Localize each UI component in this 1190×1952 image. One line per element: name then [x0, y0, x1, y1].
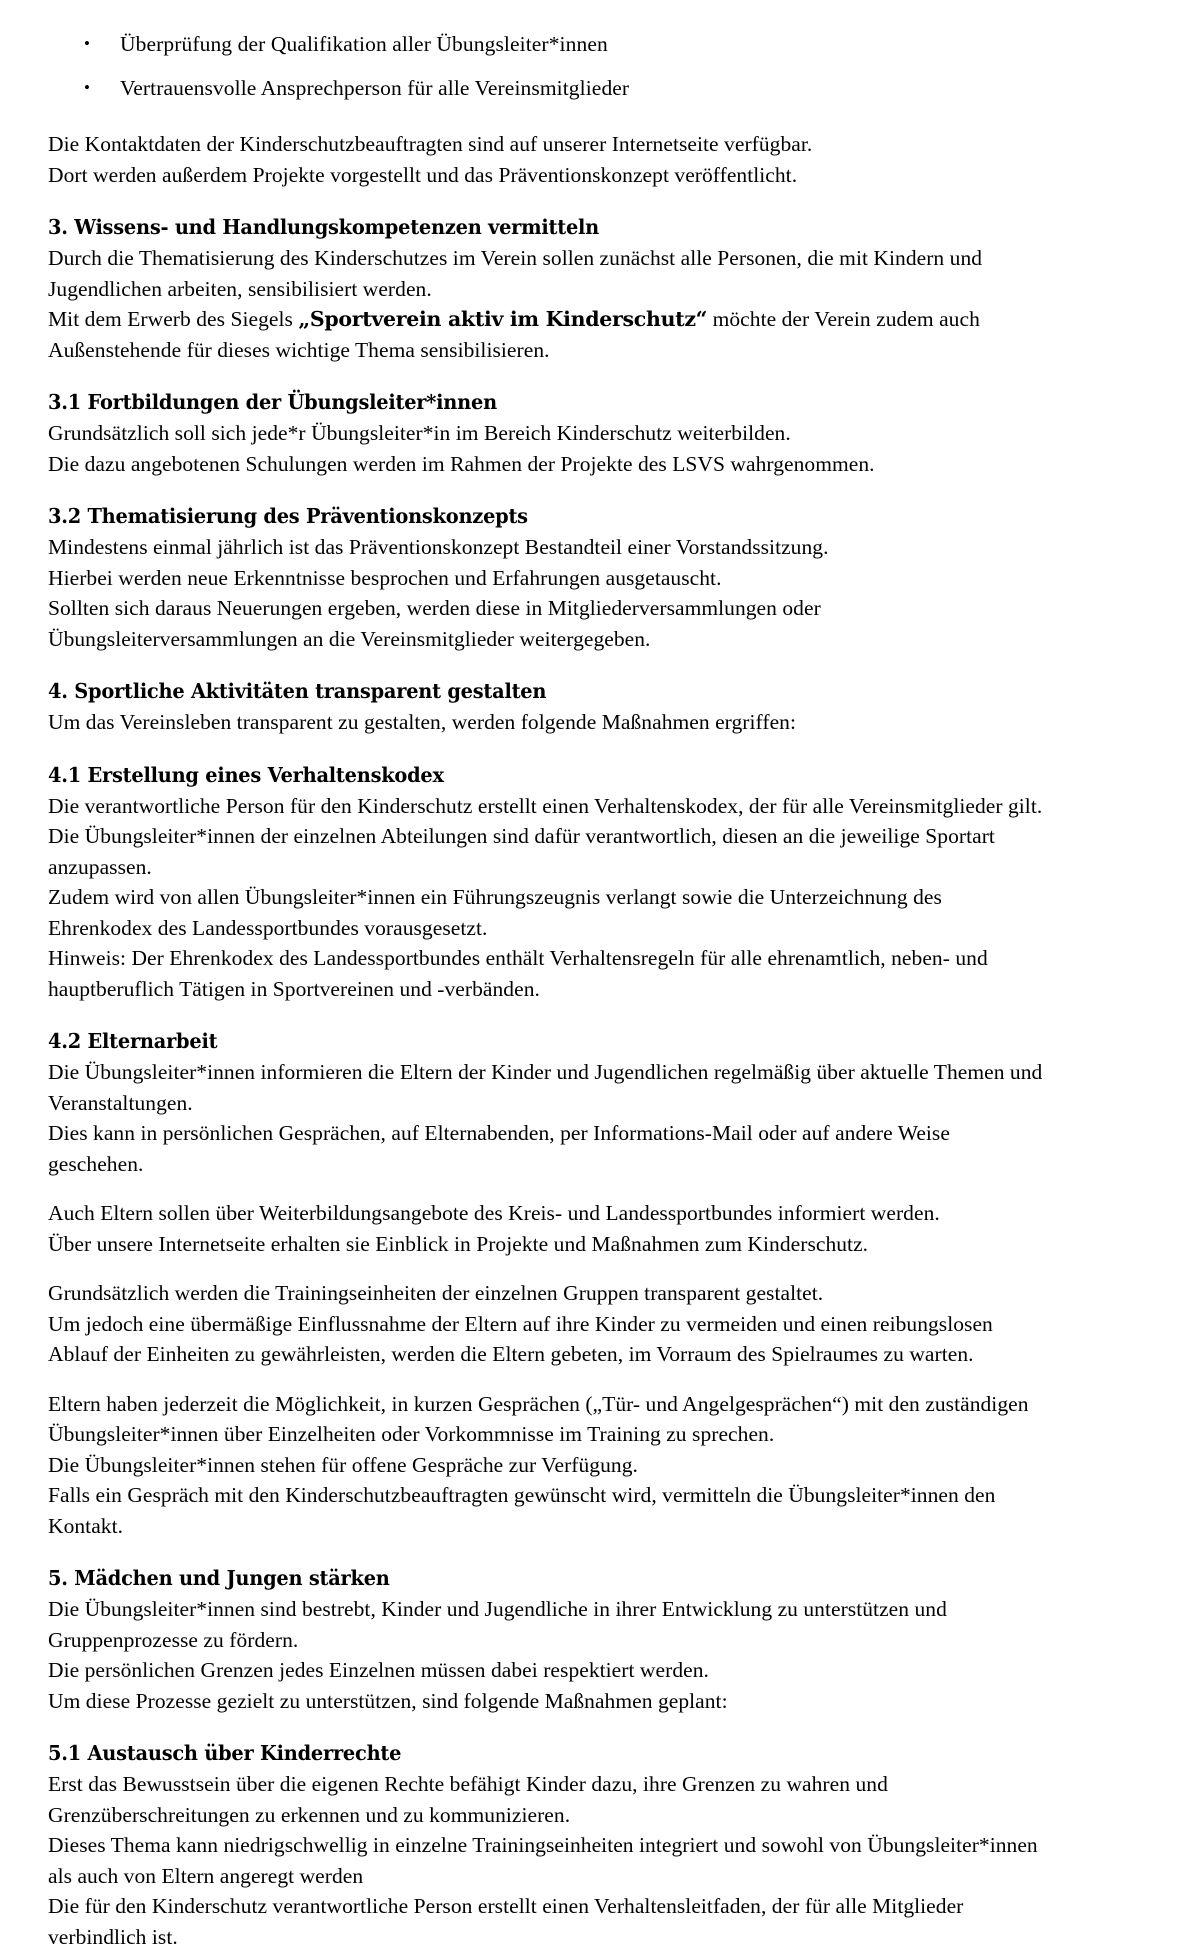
section-4-1-paragraph-4: Hinweis: Der Ehrenkodex des Landessportbundes enthält Verhaltensregeln für alle ehrenamtlich, neben- und hauptberuflich Tätigen in Sportvereinen und -verbänden. — [48, 946, 988, 1001]
section-3-2-paragraph-1: Mindestens einmal jährlich ist das Präventionskonzept Bestandteil einer Vorstandssitzung. — [48, 535, 829, 559]
bullet-icon: • — [84, 34, 91, 53]
section-3-1-paragraph-2: Die dazu angebotenen Schulungen werden im Rahmen der Projekte des LSVS wahrgenommen. — [48, 451, 875, 476]
section-heading-4: 4. Sportliche Aktivitäten transparent gestalten — [48, 679, 547, 703]
section-4-2-g3-line-2: Um jedoch eine übermäßige Einflussnahme der Eltern auf ihre Kinder zu vermeiden und einen reibungslosen Ablauf der Einheiten zu gewährleisten, werden die Eltern gebeten, im Vorraum des Spielraumes zu warten. — [48, 1311, 993, 1366]
list-item — [48, 66, 1050, 110]
section-5-1-paragraph-2: Dieses Thema kann niedrigschwellig in einzelne Trainingseinheiten integriert und sowohl von Übungsleiter*innen als auch von Eltern angeregt werden — [48, 1833, 1038, 1888]
section-5-paragraph-3: Um diese Prozesse gezielt zu unterstützen, sind folgende Maßnahmen geplant: — [48, 1688, 728, 1713]
list-item-label: Überprüfung der Qualifikation aller Übungsleiter*innen — [120, 32, 608, 56]
section-4-2-g1-line-2: Dies kann in persönlichen Gesprächen, auf Elternabenden, per Informations-Mail oder auf andere Weise geschehen. — [48, 1121, 950, 1176]
section-3-1-paragraph-1: Grundsätzlich soll sich jede*r Übungsleiter*in im Bereich Kinderschutz weiterbilden. — [48, 421, 791, 445]
section-3-2-paragraph-2: Hierbei werden neue Erkenntnisse besprochen und Erfahrungen ausgetauscht. — [48, 565, 722, 590]
section-4-paragraph-1: Um das Vereinsleben transparent zu gestalten, werden folgende Maßnahmen ergriffen: — [48, 710, 796, 734]
section-5-paragraph-1: Die Übungsleiter*innen sind bestrebt, Kinder und Jugendliche in ihrer Entwicklung zu unterstützen und Gruppenprozesse zu fördern. — [48, 1597, 947, 1652]
section-4-2-g4-line-3: Falls ein Gespräch mit den Kinderschutzbeauftragten gewünscht wird, vermitteln die Übungsleiter*innen den Kontakt. — [48, 1483, 996, 1538]
section-5-paragraph-2: Die persönlichen Grenzen jedes Einzelnen müssen dabei respektiert werden. — [48, 1658, 709, 1682]
intro-line-1: Die Kontaktdaten der Kinderschutzbeauftragten sind auf unserer Internetseite verfügbar. — [48, 132, 813, 156]
section-4-2-g4-line-2: Die Übungsleiter*innen stehen für offene Gespräche zur Verfügung. — [48, 1452, 638, 1477]
section-4-1-paragraph-1: Die verantwortliche Person für den Kinderschutz erstellt einen Verhaltenskodex, der für alle Vereinsmitglieder gilt. — [48, 793, 1043, 818]
intro-line-2: Dort werden außerdem Projekte vorgestellt und das Präventionskonzept veröffentlicht. — [48, 162, 798, 187]
list-item — [48, 22, 1050, 66]
siegel-text-before: Mit dem Erwerb des Siegels — [48, 307, 299, 331]
section-heading-5: 5. Mädchen und Jungen stärken — [48, 1566, 390, 1590]
section-4-1-paragraph-3: Zudem wird von allen Übungsleiter*innen ein Führungszeugnis verlangt sowie die Unterzeichnung des Ehrenkodex des Landessportbundes vorausgesetzt. — [48, 885, 942, 940]
section-5-1-paragraph-3: Die für den Kinderschutz verantwortliche Person erstellt einen Verhaltensleitfaden, der für alle Mitglieder verbindlich ist. — [48, 1894, 964, 1949]
section-heading-4-1: 4.1 Erstellung eines Verhaltenskodex — [48, 762, 444, 787]
section-heading-5-1: 5.1 Austausch über Kinderrechte — [48, 1741, 402, 1765]
section-heading-4-2: 4.2 Elternarbeit — [48, 1029, 218, 1053]
section-3-paragraph-1: Durch die Thematisierung des Kinderschutzes im Verein sollen zunächst alle Personen, die mit Kindern und Jugendlichen arbeiten, sensibilisiert werden. — [48, 246, 983, 301]
siegel-title-strong: „Sportverein aktiv im Kinderschutz“ — [298, 307, 708, 331]
section-heading-3-2: 3.2 Thematisierung des Präventionskonzepts — [48, 504, 528, 528]
section-4-2-g2-line-2: Über unsere Internetseite erhalten sie Einblick in Projekte und Maßnahmen zum Kinderschutz. — [48, 1231, 869, 1256]
section-4-2-g4-line-1: Eltern haben jederzeit die Möglichkeit, in kurzen Gesprächen („Tür- und Angelgesprächen“) mit den zuständigen Übungsleiter*innen über Einzelheiten oder Vorkommnisse im Training zu sprechen. — [48, 1391, 1029, 1446]
siegel-text-after: möchte der Verein zudem auch Außenstehende für dieses wichtige Thema sensibilisieren. — [48, 307, 980, 362]
section-5-1-paragraph-1: Erst das Bewusstsein über die eigenen Rechte befähigt Kinder dazu, ihre Grenzen zu wahren und Grenzüberschreitungen zu erkennen und zu kommunizieren. — [48, 1772, 888, 1827]
list-item-label: Vertrauensvolle Ansprechperson für alle Vereinsmitglieder — [120, 76, 630, 100]
document-content — [48, 22, 1050, 1952]
section-heading-3-1: 3.1 Fortbildungen der Übungsleiter*innen — [48, 390, 497, 414]
section-4-2-g2-line-1: Auch Eltern sollen über Weiterbildungsangebote des Kreis- und Landessportbundes informiert werden. — [48, 1201, 940, 1225]
bullet-icon: • — [84, 78, 91, 97]
section-4-1-paragraph-2: Die Übungsleiter*innen der einzelnen Abteilungen sind dafür verantwortlich, diesen an die jeweilige Sportart anzupassen. — [48, 824, 995, 879]
section-3-paragraph-2 — [48, 304, 1050, 365]
section-3-2-paragraph-3: Sollten sich daraus Neuerungen ergeben, werden diese in Mitgliederversammlungen oder Übungsleiterversammlungen an die Vereinsmitglieder weitergegeben. — [48, 596, 821, 651]
section-4-2-g3-line-1: Grundsätzlich werden die Trainingseinheiten der einzelnen Gruppen transparent gestaltet. — [48, 1281, 824, 1305]
section-heading-3: 3. Wissens- und Handlungskompetenzen vermitteln — [48, 215, 600, 239]
qualification-bullet-list — [48, 22, 1050, 110]
section-4-2-g1-line-1: Die Übungsleiter*innen informieren die Eltern der Kinder und Jugendlichen regelmäßig über aktuelle Themen und Veranstaltungen. — [48, 1060, 1043, 1115]
